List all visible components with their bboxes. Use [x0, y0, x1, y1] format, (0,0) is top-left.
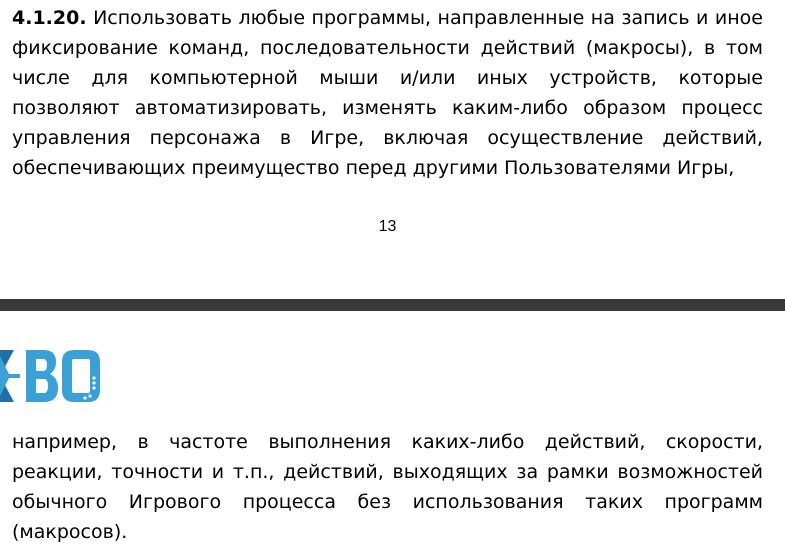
clause-number: 4.1.20. [12, 7, 87, 29]
logo-text: BO [0, 348, 2, 349]
logo-icon [0, 348, 102, 404]
continuation-paragraph: например, в частоте выполнения каких-либо действий, скорости, реакции, точности и т.п., действий, выходящих за рамки возможностей обычного Игрового процесса без использования таких программ (макросов). [12, 431, 763, 543]
page-number: 13 [378, 218, 397, 235]
page-break-divider [0, 299, 785, 311]
clause-paragraph [12, 3, 763, 183]
logo [0, 348, 102, 408]
clause-text: Использовать любые программы, направленные на запись и иное фиксирование команд, последовательности действий (макросы), в том числе для компьютерной мыши и/или иных устройств, которые позволяют автоматизировать, изменять каким-либо образом процесс управления персонажа в Игре, включая осуществление действий, обеспечивающих преимущество перед другими Пользователями Игры, [12, 7, 763, 179]
